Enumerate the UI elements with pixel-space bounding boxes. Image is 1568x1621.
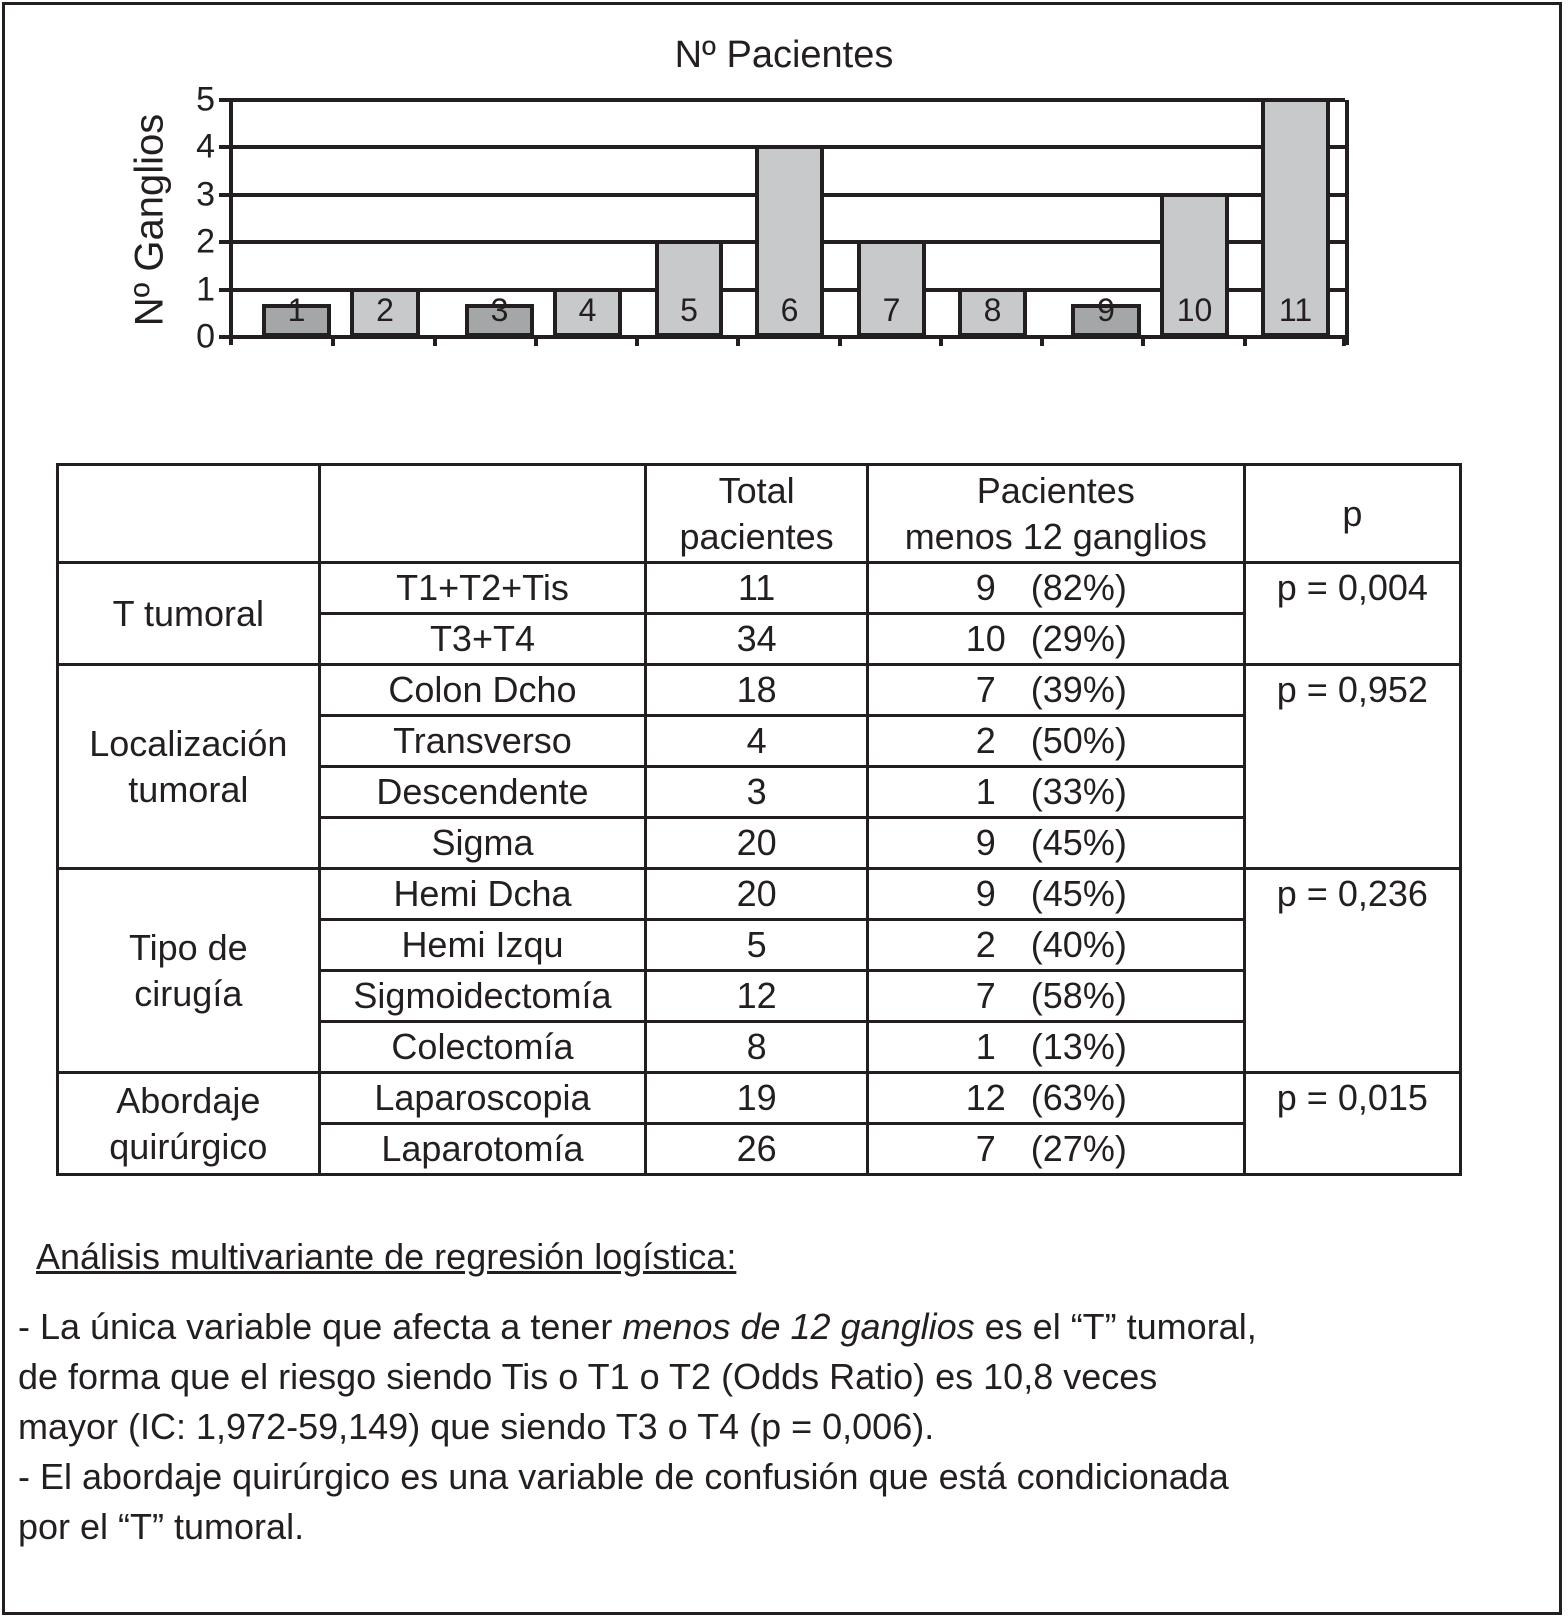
menos-12-cell: 2 (40%): [867, 920, 1244, 971]
note-1-line-3: mayor (IC: 1,972-59,149) que siendo T3 o T4 (p = 0,006).: [18, 1406, 935, 1447]
category-cell: Hemi Izqu: [319, 920, 646, 971]
y-tick-label: 0: [196, 317, 215, 356]
bar-label: 10: [1176, 292, 1213, 328]
bar-patient-2: [350, 288, 420, 337]
header-empty: [58, 465, 320, 563]
bar-patient-7: [857, 240, 926, 337]
total-cell: 3: [646, 767, 868, 818]
table-row: [58, 1073, 1461, 1124]
total-cell: 20: [646, 869, 868, 920]
category-cell: Sigmoidectomía: [319, 971, 646, 1022]
note-1-line-1: - La única variable que afecta a tener menos de 12 ganglios es el “T” tumoral,: [18, 1306, 1257, 1347]
p-value-cell: p = 0,015: [1244, 1073, 1460, 1175]
y-tick: [219, 335, 231, 339]
menos-12-cell: 9 (45%): [867, 869, 1244, 920]
bar-label: 9: [1097, 292, 1115, 328]
category-cell: Sigma: [319, 818, 646, 869]
bar-label: 5: [680, 292, 698, 328]
total-cell: 18: [646, 665, 868, 716]
total-cell: 34: [646, 614, 868, 665]
menos-12-cell: 10 (29%): [867, 614, 1244, 665]
note-1-line-2: de forma que el riesgo siendo Tis o T1 o T2 (Odds Ratio) es 10,8 veces: [18, 1356, 1158, 1397]
menos-12-cell: 9 (45%): [867, 818, 1244, 869]
group-label: Abordaje quirúrgico: [58, 1073, 320, 1175]
category-cell: Laparotomía: [319, 1124, 646, 1175]
bar-label: 4: [578, 292, 597, 328]
total-cell: 8: [646, 1022, 868, 1073]
category-cell: Descendente: [319, 767, 646, 818]
bar-patient-11: [1261, 98, 1330, 337]
gridline-5: [231, 98, 1345, 102]
x-tick: [1040, 337, 1044, 346]
bar-label: 2: [376, 292, 394, 328]
bar-label: 6: [780, 292, 799, 328]
bar-label: 8: [983, 292, 1002, 328]
bar-chart-plot: [196, 80, 1345, 356]
y-tick-label: 5: [196, 80, 215, 119]
total-cell: 19: [646, 1073, 868, 1124]
y-axis-label: Nº Ganglios: [127, 113, 172, 327]
bar-patient-9: [1071, 292, 1141, 337]
y-tick-label: 3: [196, 175, 215, 214]
x-tick: [433, 337, 437, 346]
chart-title: Nº Pacientes: [674, 34, 894, 76]
x-tick: [635, 337, 639, 346]
p-value-cell: p = 0,004: [1244, 563, 1460, 665]
total-cell: 5: [646, 920, 868, 971]
analysis-title: Análisis multivariante de regresión logística:: [36, 1236, 737, 1277]
y-tick: [219, 193, 231, 197]
y-axis-line: [229, 100, 233, 345]
x-tick: [1243, 337, 1247, 346]
menos-12-cell: 1 (13%): [867, 1022, 1244, 1073]
total-cell: 11: [646, 563, 868, 614]
bar-label: 1: [287, 292, 306, 328]
category-cell: Colectomía: [319, 1022, 646, 1073]
menos-12-cell: 1 (33%): [867, 767, 1244, 818]
group-label: Tipo de cirugía: [58, 869, 320, 1073]
header-p: p: [1244, 465, 1460, 563]
total-cell: 26: [646, 1124, 868, 1175]
group-label: Localización tumoral: [58, 665, 320, 869]
menos-12-cell: 12 (63%): [867, 1073, 1244, 1124]
note-2-line-2: por el “T” tumoral.: [18, 1506, 305, 1547]
x-tick: [736, 337, 740, 346]
bar-patient-3: [465, 292, 534, 337]
y-tick: [219, 145, 231, 149]
y-tick: [219, 98, 231, 102]
x-tick: [939, 337, 943, 346]
bar-label: 11: [1278, 292, 1313, 328]
bar-label: 7: [882, 292, 901, 328]
bar-patient-10: [1160, 193, 1229, 337]
y-tick-label: 1: [196, 270, 215, 309]
category-cell: Transverso: [319, 716, 646, 767]
bar-patient-5: [655, 240, 723, 337]
menos-12-cell: 9 (82%): [867, 563, 1244, 614]
menos-12-cell: 7 (39%): [867, 665, 1244, 716]
header-total-pacientes: Total pacientes: [646, 465, 868, 563]
right-axis-line: [1345, 100, 1349, 345]
header-empty: [319, 465, 646, 563]
group-label: T tumoral: [58, 563, 320, 665]
x-tick: [838, 337, 842, 346]
category-cell: Laparoscopia: [319, 1073, 646, 1124]
category-cell: T1+T2+Tis: [319, 563, 646, 614]
p-value-cell: p = 0,236: [1244, 869, 1460, 1073]
category-cell: T3+T4: [319, 614, 646, 665]
table-header-row: [58, 465, 1461, 563]
menos-12-cell: 2 (50%): [867, 716, 1244, 767]
y-tick: [219, 240, 231, 244]
category-cell: Colon Dcho: [319, 665, 646, 716]
menos-12-cell: 7 (58%): [867, 971, 1244, 1022]
analysis-notes: [18, 1302, 1518, 1552]
total-cell: 20: [646, 818, 868, 869]
note-2-line-1: - El abordaje quirúrgico es una variable de confusión que está condicionada: [18, 1456, 1229, 1497]
results-table: [56, 463, 1462, 1176]
bar-label: 3: [490, 292, 509, 328]
table-row: [58, 665, 1461, 716]
header-pacientes-menos-12: Pacientes menos 12 ganglios: [867, 465, 1244, 563]
y-tick-label: 4: [196, 127, 215, 166]
table-row: [58, 563, 1461, 614]
table-row: [58, 869, 1461, 920]
y-tick: [219, 288, 231, 292]
menos-12-cell: 7 (27%): [867, 1124, 1244, 1175]
p-value-cell: p = 0,952: [1244, 665, 1460, 869]
bar-patient-1: [262, 292, 331, 337]
bar-patient-4: [553, 288, 622, 337]
total-cell: 4: [646, 716, 868, 767]
category-cell: Hemi Dcha: [319, 869, 646, 920]
bar-patient-8: [958, 288, 1027, 337]
x-tick: [1342, 337, 1346, 346]
x-tick: [534, 337, 538, 346]
total-cell: 12: [646, 971, 868, 1022]
x-tick: [331, 337, 335, 346]
y-tick-label: 2: [196, 222, 215, 261]
x-tick: [1141, 337, 1145, 346]
bar-patient-6: [755, 145, 824, 337]
